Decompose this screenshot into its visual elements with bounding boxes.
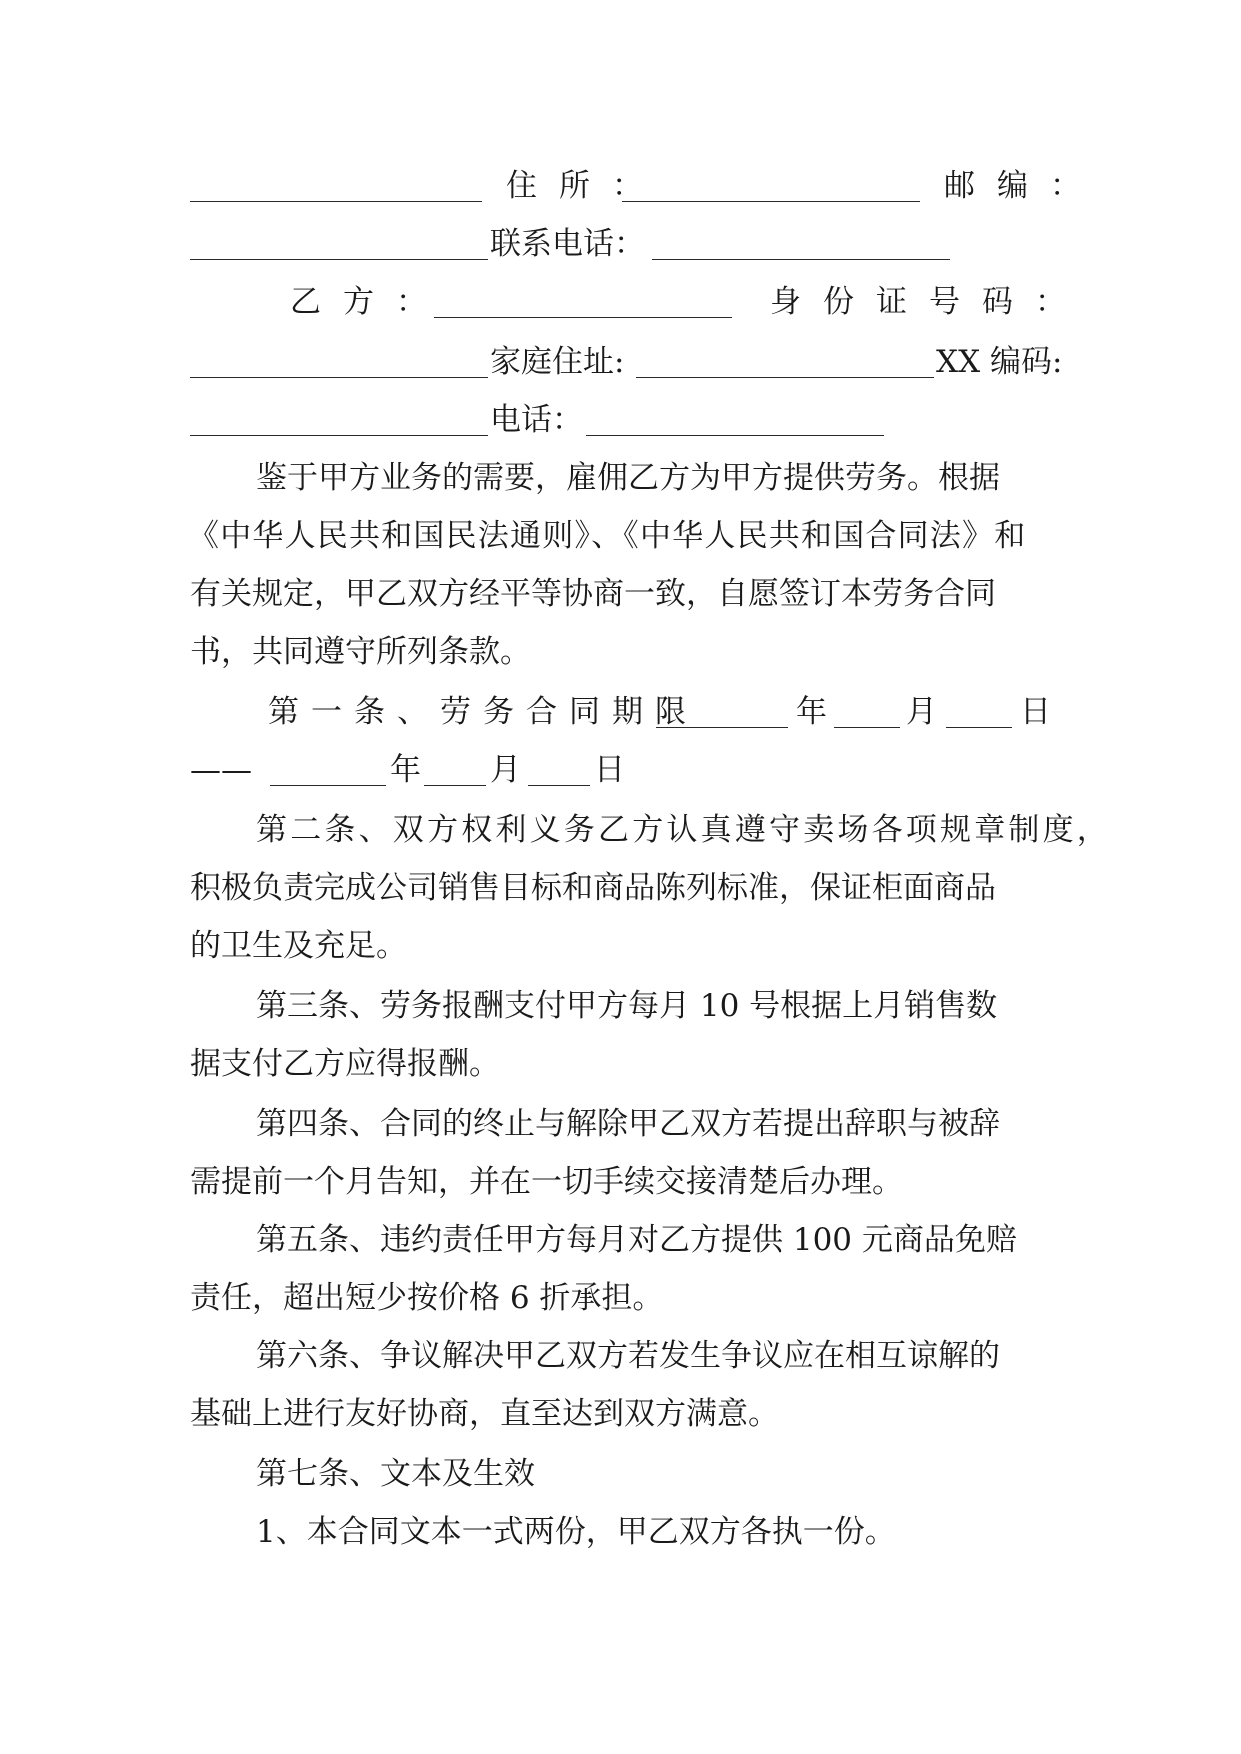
start-day-blank[interactable] xyxy=(946,727,1012,728)
start-year-blank[interactable] xyxy=(656,727,788,728)
article-2-line: 积极负责完成公司销售目标和商品陈列标准，保证柜面商品 xyxy=(190,870,996,906)
start-month-blank[interactable] xyxy=(834,727,900,728)
name-blank[interactable] xyxy=(190,201,482,202)
dash: —— xyxy=(190,752,252,788)
address-line xyxy=(0,160,1241,212)
article-5-line: 责任，超出短少按价格 6 折承担。 xyxy=(190,1280,664,1316)
article-3-line: 第三条、劳务报酬支付甲方每月 10 号根据上月销售数 xyxy=(256,988,998,1024)
article-1-title: 第一条、劳务合同期限 xyxy=(268,694,698,730)
article-6-line: 第六条、争议解决甲乙双方若发生争议应在相互谅解的 xyxy=(256,1338,1000,1374)
address-label: 住所： xyxy=(506,168,665,204)
phone-line xyxy=(0,394,1241,446)
contact-phone-blank[interactable] xyxy=(652,259,950,260)
phone-label: 电话： xyxy=(490,402,583,438)
article-2-line: 的卫生及充足。 xyxy=(190,928,407,964)
contact-phone-line xyxy=(0,218,1241,270)
home-address-label: 家庭住址: xyxy=(490,344,625,380)
article-4-line: 第四条、合同的终止与解除甲乙双方若提出辞职与被辞 xyxy=(256,1106,1000,1142)
id-number-label: 身份证号码： xyxy=(770,284,1088,320)
postcode2-label: XX 编码: xyxy=(936,344,1063,380)
end-day-blank[interactable] xyxy=(528,785,590,786)
end-month-blank[interactable] xyxy=(424,785,486,786)
postcode-label: 邮编： xyxy=(944,168,1103,204)
party-b-blank[interactable] xyxy=(434,317,732,318)
article-5-line: 第五条、违约责任甲方每月对乙方提供 100 元商品免赔 xyxy=(256,1222,1017,1258)
article-7-title: 第七条、文本及生效 xyxy=(256,1456,535,1492)
article-4-line: 需提前一个月告知，并在一切手续交接清楚后办理。 xyxy=(190,1164,903,1200)
postcode2-blank[interactable] xyxy=(190,435,488,436)
preamble-line: 《中华人民共和国民法通则》、《中华人民共和国合同法》和 xyxy=(188,518,1027,554)
postcode-blank[interactable] xyxy=(190,259,488,260)
contact-phone-label: 联系电话： xyxy=(490,226,645,262)
preamble-line: 书，共同遵守所列条款。 xyxy=(190,634,531,670)
article-3-line: 据支付乙方应得报酬。 xyxy=(190,1046,500,1082)
home-address-line xyxy=(0,336,1241,388)
phone-blank[interactable] xyxy=(586,435,884,436)
end-year-blank[interactable] xyxy=(270,785,386,786)
preamble-line: 鉴于甲方业务的需要，雇佣乙方为甲方提供劳务。根据 xyxy=(256,460,1000,496)
article-2-line: 第二条、双方权利义务乙方认真遵守卖场各项规章制度， xyxy=(256,812,1111,848)
address-blank[interactable] xyxy=(622,201,920,202)
home-address-blank[interactable] xyxy=(636,377,934,378)
preamble-line: 有关规定，甲乙双方经平等协商一致，自愿签订本劳务合同 xyxy=(190,576,996,612)
id-number-blank[interactable] xyxy=(190,377,488,378)
party-b-line xyxy=(0,276,1241,328)
article-1-line: 第一条、劳务合同期限 年 月 日 xyxy=(0,686,1241,738)
article-1-end-line: —— 年 月 日 xyxy=(0,744,1241,796)
article-7-item-1: 1、本合同文本一式两份，甲乙双方各执一份。 xyxy=(256,1514,896,1550)
party-b-label: 乙方： xyxy=(290,284,449,320)
article-6-line: 基础上进行友好协商，直至达到双方满意。 xyxy=(190,1396,779,1432)
